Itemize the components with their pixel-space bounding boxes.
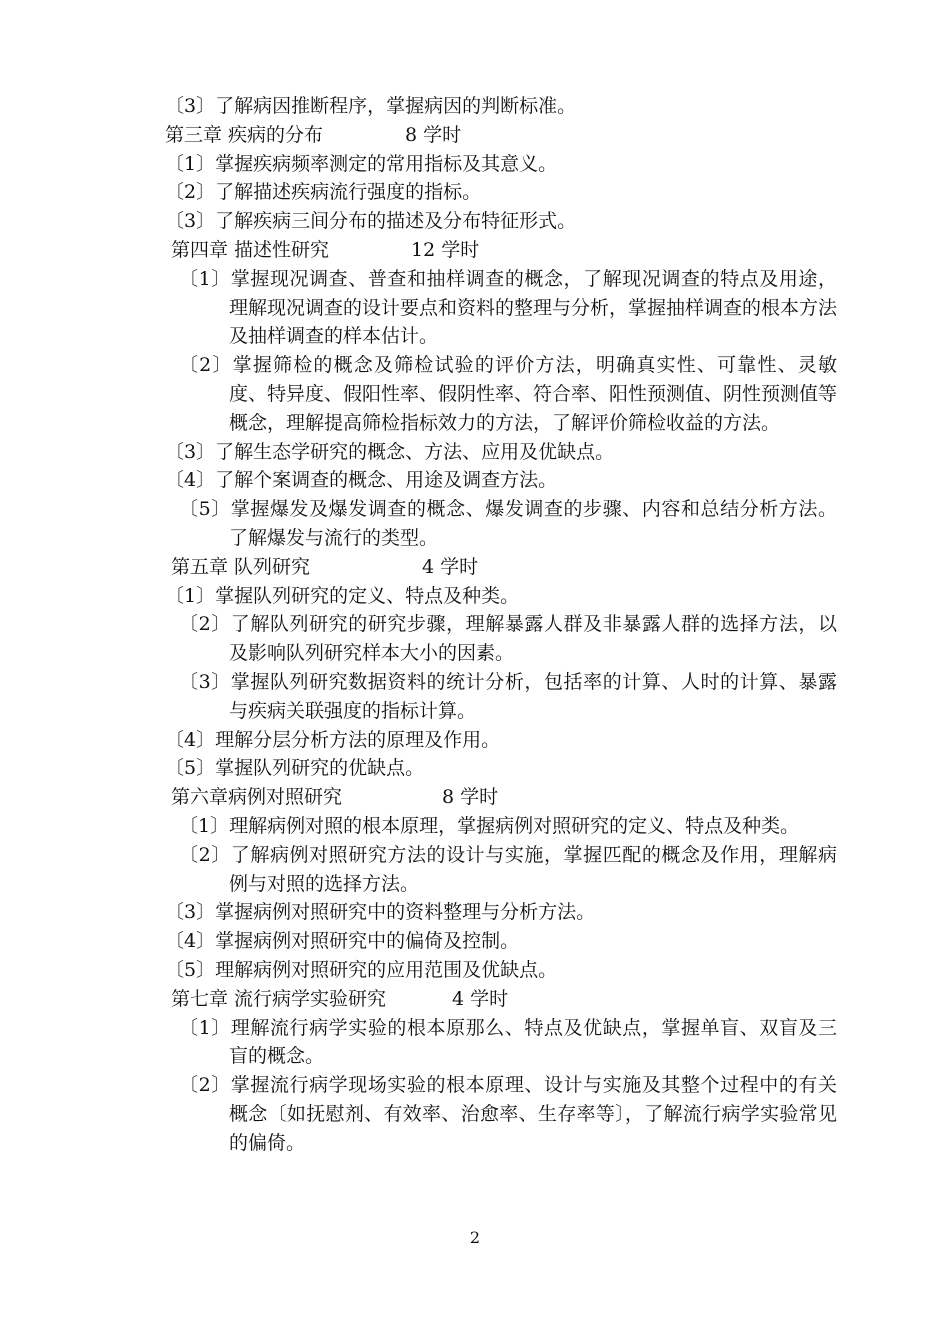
list-item: 〔5〕理解病例对照研究的应用范围及优缺点。 bbox=[165, 958, 558, 981]
chapter-heading bbox=[165, 121, 837, 150]
chapter-hours: 8 学时 bbox=[405, 123, 462, 146]
document-body bbox=[165, 92, 837, 1157]
list-item: 〔3〕了解疾病三间分布的描述及分布特征形式。 bbox=[165, 210, 577, 233]
list-item: 〔3〕了解病因推断程序，掌握病因的判断标准。 bbox=[165, 95, 577, 117]
chapter-hours: 4 学时 bbox=[452, 987, 509, 1010]
chapter-heading bbox=[165, 553, 837, 582]
list-item: 〔5〕掌握队列研究的优缺点。 bbox=[165, 757, 425, 780]
chapter-title: 第六章病例对照研究 bbox=[171, 786, 343, 809]
chapter-hours: 12 学时 bbox=[411, 238, 480, 261]
list-item: 〔1〕掌握现况调查、普查和抽样调查的概念，了解现况调查的特点及用途，理解现况调查的设计要点和资料的整理与分析，掌握抽样调查的根本方法及抽样调查的样本估计。 bbox=[179, 267, 838, 348]
list-item: 〔3〕掌握病例对照研究中的资料整理与分析方法。 bbox=[165, 901, 596, 924]
list-item: 〔1〕理解流行病学实验的根本原那么、特点及优缺点，掌握单盲、双盲及三盲的概念。 bbox=[179, 1016, 837, 1068]
list-item: 〔2〕掌握筛检的概念及筛检试验的评价方法，明确真实性、可靠性、灵敏度、特异度、假阳性率、假阴性率、符合率、阳性预测值、阴性预测值等概念，理解提高筛检指标效力的方法，了解评价筛检收益的方法。 bbox=[179, 354, 838, 434]
chapter-title: 第七章 流行病学实验研究 bbox=[171, 987, 387, 1010]
list-item: 〔1〕掌握疾病频率测定的常用指标及其意义。 bbox=[165, 152, 558, 175]
page-number: 2 bbox=[469, 1228, 481, 1247]
list-item: 〔2〕了解描述疾病流行强度的指标。 bbox=[165, 181, 482, 204]
chapter-title: 第五章 队列研究 bbox=[171, 555, 311, 578]
list-item: 〔3〕了解生态学研究的概念、方法、应用及优缺点。 bbox=[165, 440, 615, 463]
chapter-hours: 8 学时 bbox=[442, 786, 499, 809]
list-item: 〔1〕掌握队列研究的定义、特点及种类。 bbox=[165, 584, 520, 607]
chapter-heading bbox=[165, 985, 837, 1014]
chapter-title: 第四章 描述性研究 bbox=[171, 238, 330, 261]
chapter-heading bbox=[165, 236, 837, 265]
list-item: 〔2〕了解病例对照研究方法的设计与实施，掌握匹配的概念及作用，理解病例与对照的选择方法。 bbox=[179, 843, 837, 895]
list-item: 〔4〕掌握病例对照研究中的偏倚及控制。 bbox=[165, 930, 520, 953]
chapter-title: 第三章 疾病的分布 bbox=[165, 123, 324, 146]
list-item: 〔1〕理解病例对照的根本原理，掌握病例对照研究的定义、特点及种类。 bbox=[179, 814, 800, 837]
list-item: 〔4〕理解分层分析方法的原理及作用。 bbox=[165, 728, 501, 751]
chapter-hours: 4 学时 bbox=[422, 555, 479, 578]
list-item: 〔3〕掌握队列研究数据资料的统计分析，包括率的计算、人时的计算、暴露与疾病关联强度的指标计算。 bbox=[179, 670, 837, 722]
chapter-heading bbox=[165, 783, 837, 812]
list-item: 〔5〕掌握爆发及爆发调查的概念、爆发调查的步骤、内容和总结分析方法。了解爆发与流行的类型。 bbox=[179, 498, 837, 549]
list-item: 〔2〕掌握流行病学现场实验的根本原理、设计与实施及其整个过程中的有关概念〔如抚慰剂、有效率、治愈率、生存率等〕，了解流行病学实验常见的偏倚。 bbox=[179, 1074, 837, 1154]
list-item: 〔4〕了解个案调查的概念、用途及调查方法。 bbox=[165, 469, 558, 492]
list-item: 〔2〕了解队列研究的研究步骤，理解暴露人群及非暴露人群的选择方法，以及影响队列研究样本大小的因素。 bbox=[179, 613, 837, 665]
